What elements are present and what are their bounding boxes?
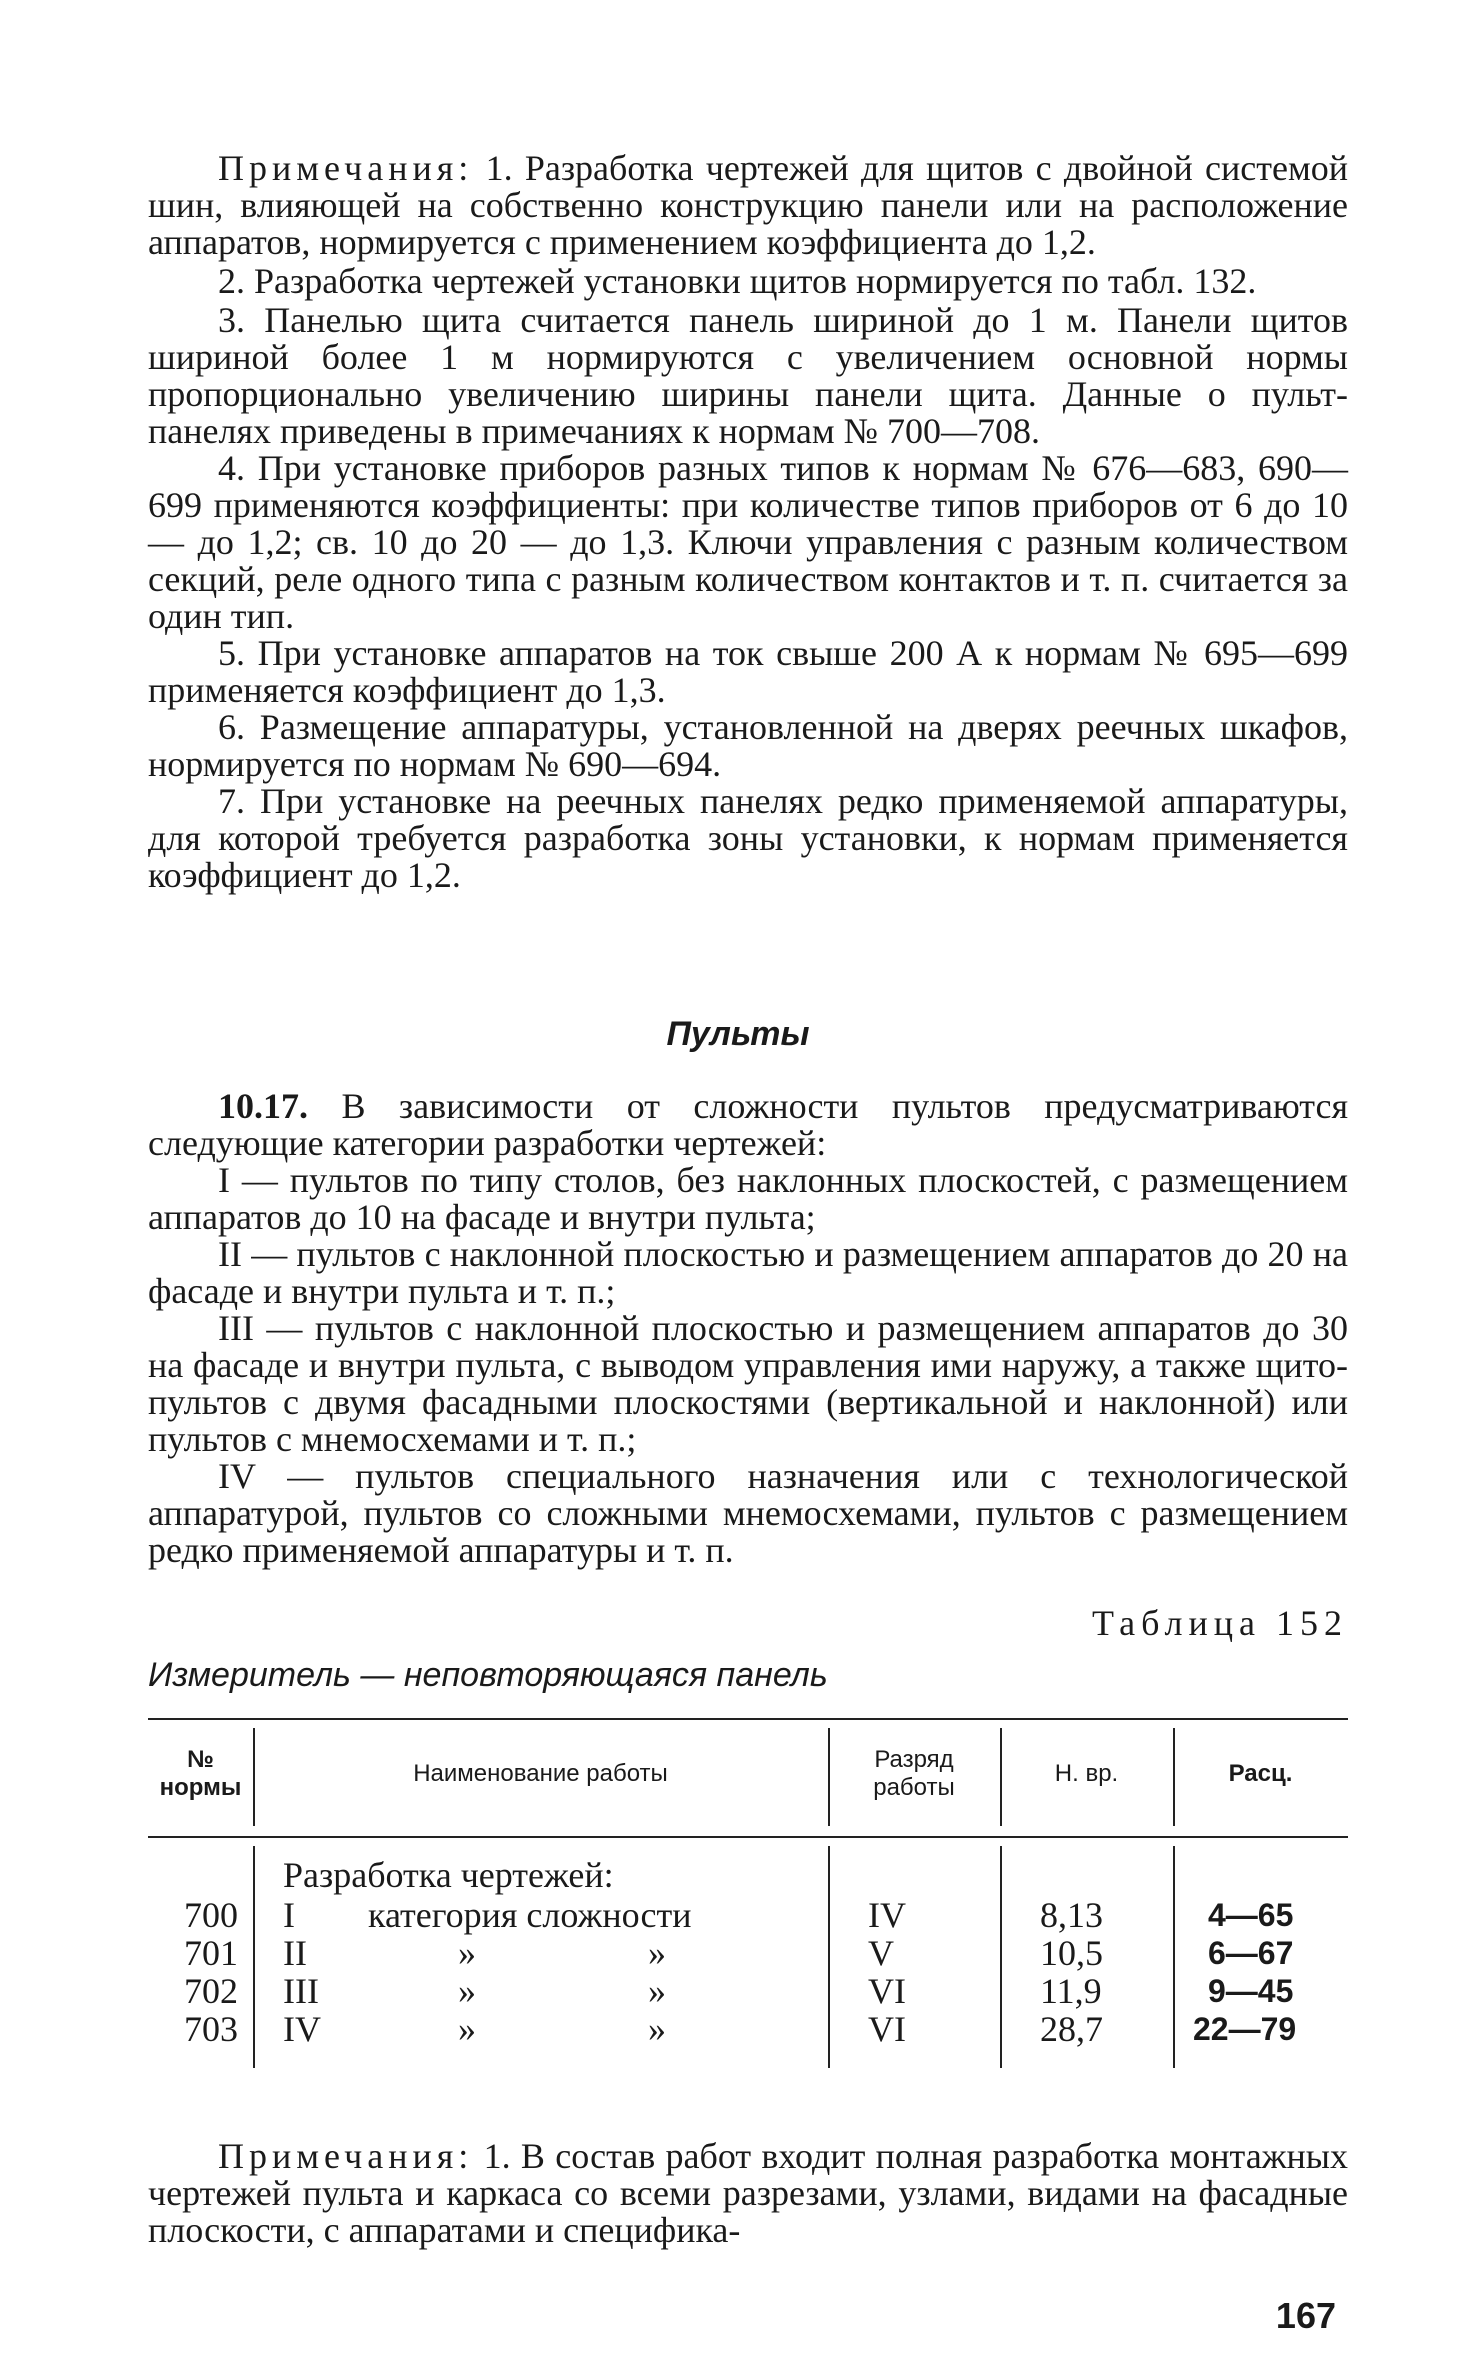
table-header-rule: [148, 1836, 1348, 1838]
note-1: Примечания: 1. Разработка чертежей для щитов с двойной системой шин, влияющей на собственно конструкцию панели или на расположение аппаратов, нормируется с применением коэффициента до 1,2.: [148, 148, 1348, 262]
note-7: 7. При установке на реечных панелях редко применяемой аппаратуры, для которой требуется разработка зоны установки, к нормам применяется коэффициент до 1,2.: [148, 781, 1348, 895]
notes-label: Примечания:: [218, 148, 474, 188]
row-ditto: »: [458, 2009, 476, 2049]
row-category: IV: [283, 2009, 321, 2049]
footnote-block: [148, 2138, 1348, 2249]
row-number: 700: [184, 1895, 238, 1935]
table-top-rule: [148, 1718, 1348, 1720]
row-grade: VI: [868, 2009, 906, 2049]
table-unit: Измеритель — неповторяющаяся панель: [148, 1656, 828, 1694]
header-time: Н. вр.: [1054, 1760, 1119, 1787]
row-ditto: »: [648, 2009, 666, 2049]
page-number: 167: [1275, 2295, 1336, 2336]
category-3: III — пультов с наклонной плоскостью и размещением аппаратов до 30 на фасаде и внутри пульта, с выводом управления ими наружу, а также щито-пультов с двумя фасадными плоскостями (вертикальной и наклонной) или пультов с мнемосхемами и т. п.;: [148, 1308, 1348, 1459]
row-ditto: »: [458, 1971, 476, 2011]
categories-intro: 10.17. В зависимости от сложности пультов предусматриваются следующие категории разработки чертежей:: [148, 1086, 1348, 1163]
note-5: 5. При установке аппаратов на ток свыше 200 А к нормам № 695—699 применяется коэффициент до 1,3.: [148, 633, 1348, 710]
row-rate: 9—45: [1208, 1973, 1294, 2009]
header-name: Наименование работы: [413, 1760, 668, 1787]
footnote-1: Примечания: 1. В состав работ входит полная разработка монтажных чертежей пульта и каркаса со всеми разрезами, узлами, видами на фасадные плоскости, с аппаратами и специфика-: [148, 2136, 1348, 2250]
row-time: 10,5: [1040, 1933, 1103, 1973]
row-number: 702: [184, 1971, 238, 2011]
row-rate: 4—65: [1208, 1897, 1294, 1933]
header-grade: Разряд работы: [873, 1746, 955, 1801]
row-category: I: [283, 1895, 295, 1935]
row-number: 703: [184, 2009, 238, 2049]
table-caption: Таблица 152: [1092, 1603, 1348, 1643]
row-time: 11,9: [1040, 1971, 1102, 2011]
footnote-label: Примечания:: [218, 2136, 474, 2176]
row-grade: VI: [868, 1971, 906, 2011]
row-category: II: [283, 1933, 307, 1973]
row-grade: V: [868, 1933, 894, 1973]
row-grade: IV: [868, 1895, 906, 1935]
group-title: Разработка чертежей:: [283, 1855, 614, 1895]
row-ditto: »: [458, 1933, 476, 1973]
paragraph-number: 10.17.: [218, 1086, 308, 1126]
body-divider: [1173, 1846, 1175, 2068]
body-divider: [828, 1846, 830, 2068]
note-2: 2. Разработка чертежей установки щитов нормируется по табл. 132.: [218, 261, 1257, 301]
category-1: I — пультов по типу столов, без наклонных плоскостей, с размещением аппаратов до 10 на фасаде и внутри пульта;: [148, 1160, 1348, 1237]
row-number: 701: [184, 1933, 238, 1973]
categories-block: [148, 1088, 1348, 1569]
row-ditto: »: [648, 1971, 666, 2011]
norms-table: [148, 1718, 1348, 2078]
row-category: III: [283, 1971, 319, 2011]
header-rate: Расц.: [1228, 1760, 1293, 1787]
row-time: 28,7: [1040, 2009, 1103, 2049]
row-rate: 22—79: [1193, 2011, 1297, 2047]
note-3: 3. Панелью щита считается панель шириной до 1 м. Панели щитов шириной более 1 м нормируются с увеличением основной нормы пропорционально увеличению ширины панели щита. Данные о пульт-панелях приведены в примечаниях к нормам № 700—708.: [148, 300, 1348, 451]
row-name: категория сложности: [368, 1895, 692, 1935]
row-time: 8,13: [1040, 1895, 1103, 1935]
row-rate: 6—67: [1208, 1935, 1294, 1971]
note-4: 4. При установке приборов разных типов к нормам № 676—683, 690—699 применяются коэффициенты: при количестве типов приборов от 6 до 10 — до 1,2; св. 10 до 20 — до 1,3. Ключи управления с разным количеством секций, реле одного типа с разным количеством контактов и т. п. считается за один тип.: [148, 448, 1348, 636]
header-number: № нормы: [159, 1746, 242, 1801]
note-6: 6. Размещение аппаратуры, установленной на дверях реечных шкафов, нормируется по нормам № 690—694.: [148, 707, 1348, 784]
row-ditto: »: [648, 1933, 666, 1973]
notes-block: [148, 150, 1348, 894]
category-2: II — пультов с наклонной плоскостью и размещением аппаратов до 20 на фасаде и внутри пульта и т. п.;: [148, 1234, 1348, 1311]
category-4: IV — пультов специального назначения или с технологической аппаратурой, пультов со сложными мнемосхемами, пультов с размещением редко применяемой аппаратуры и т. п.: [148, 1456, 1348, 1570]
section-title: Пульты: [666, 1015, 810, 1053]
body-divider: [1000, 1846, 1002, 2068]
body-divider: [253, 1846, 255, 2068]
